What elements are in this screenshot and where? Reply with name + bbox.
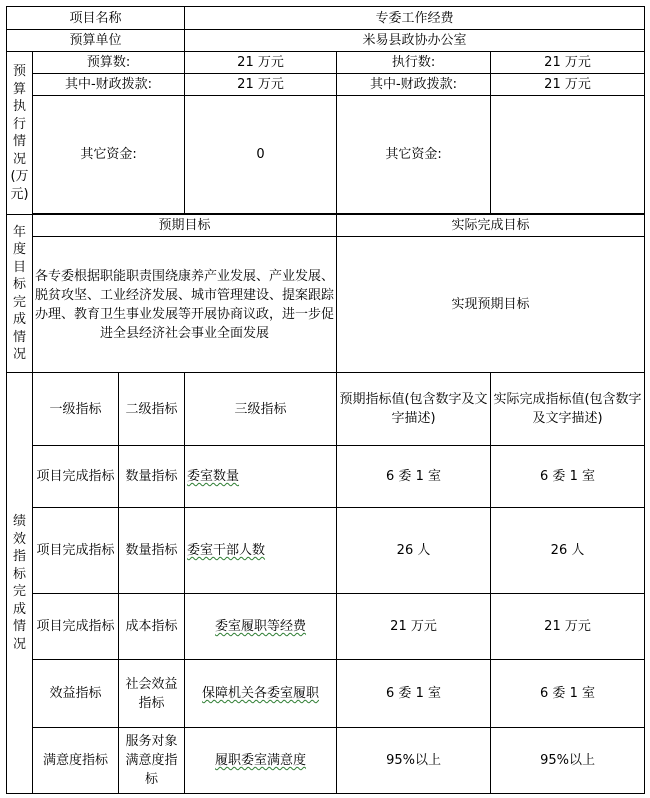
row-expected: 6 委 1 室 (337, 660, 491, 728)
actual-goal-header: 实际完成目标 (337, 215, 645, 237)
other-value-right (491, 96, 645, 214)
row-level2: 数量指标 (119, 446, 185, 508)
budget-row (7, 52, 645, 74)
row-level2: 服务对象满意度指标 (119, 728, 185, 794)
row-level3: 履职委室满意度 (215, 753, 307, 768)
fiscal-row (7, 74, 645, 96)
fiscal-label-right: 其中-财政拨款: (337, 74, 491, 96)
fiscal-value-right: 21 万元 (491, 74, 645, 96)
indicator-header-row (7, 373, 645, 446)
other-label-right: 其它资金: (337, 96, 491, 214)
actual-goal-text: 实现预期目标 (337, 237, 645, 373)
row-actual: 95%以上 (491, 728, 645, 794)
row-actual: 21 万元 (491, 594, 645, 660)
row-level3: 保障机关各委室履职 (202, 686, 320, 701)
other-label-left: 其它资金: (33, 96, 185, 214)
row-level1: 项目完成指标 (33, 594, 119, 660)
project-name-label: 项目名称 (7, 7, 185, 30)
header-expected: 预期指标值(包含数字及文字描述) (337, 373, 491, 446)
row-level1: 满意度指标 (33, 728, 119, 794)
other-value-left: 0 (185, 96, 337, 214)
row-actual: 6 委 1 室 (491, 446, 645, 508)
budget-unit-value: 米易县政协办公室 (185, 30, 645, 52)
row-level2: 数量指标 (119, 508, 185, 594)
row-level1: 项目完成指标 (33, 446, 119, 508)
row-expected: 21 万元 (337, 594, 491, 660)
fiscal-label-left: 其中-财政拨款: (33, 74, 185, 96)
row-level2: 成本指标 (119, 594, 185, 660)
table-row (7, 446, 645, 508)
performance-section-label: 绩效指标完成情况 (7, 373, 33, 794)
goals-content-row (7, 237, 645, 373)
row-expected: 26 人 (337, 508, 491, 594)
executed-label: 执行数: (337, 52, 491, 74)
expected-goal-text: 各专委根据职能职责围绕康养产业发展、产业发展、脱贫攻坚、工业经济发展、城市管理建设、提案跟踪办理、教育卫生事业发展等开展协商议政，进一步促进全县经济社会事业全面发展 (33, 237, 337, 373)
budget-unit-label: 预算单位 (7, 30, 185, 52)
project-name-value: 专委工作经费 (185, 7, 645, 30)
header-level1: 一级指标 (33, 373, 119, 446)
budget-execution-section-label: 预算执行情况(万元) (7, 52, 33, 215)
annual-goals-section-label: 年度目标完成情况 (7, 215, 33, 373)
executed-value: 21 万元 (491, 52, 645, 74)
budget-value: 21 万元 (185, 52, 337, 74)
row-level2: 社会效益指标 (119, 660, 185, 728)
row-actual: 6 委 1 室 (491, 660, 645, 728)
budget-unit-row (7, 30, 645, 52)
row-actual: 26 人 (491, 508, 645, 594)
row-level1: 项目完成指标 (33, 508, 119, 594)
header-actual: 实际完成指标值(包含数字及文字描述) (491, 373, 645, 446)
budget-label: 预算数: (33, 52, 185, 74)
table-row (7, 508, 645, 594)
row-expected: 6 委 1 室 (337, 446, 491, 508)
table-row (7, 660, 645, 728)
table-row (7, 728, 645, 794)
row-expected: 95%以上 (337, 728, 491, 794)
table-row (7, 594, 645, 660)
row-level1: 效益指标 (33, 660, 119, 728)
other-funds-row (7, 96, 645, 214)
performance-table (6, 6, 645, 794)
project-name-row (7, 7, 645, 30)
goals-header-row (7, 215, 645, 237)
header-level2: 二级指标 (119, 373, 185, 446)
row-level3: 委室履职等经费 (215, 619, 307, 634)
row-level3: 委室干部人数 (187, 543, 266, 558)
header-level3: 三级指标 (185, 373, 337, 446)
row-level3: 委室数量 (187, 469, 240, 484)
fiscal-value-left: 21 万元 (185, 74, 337, 96)
expected-goal-header: 预期目标 (33, 215, 337, 237)
